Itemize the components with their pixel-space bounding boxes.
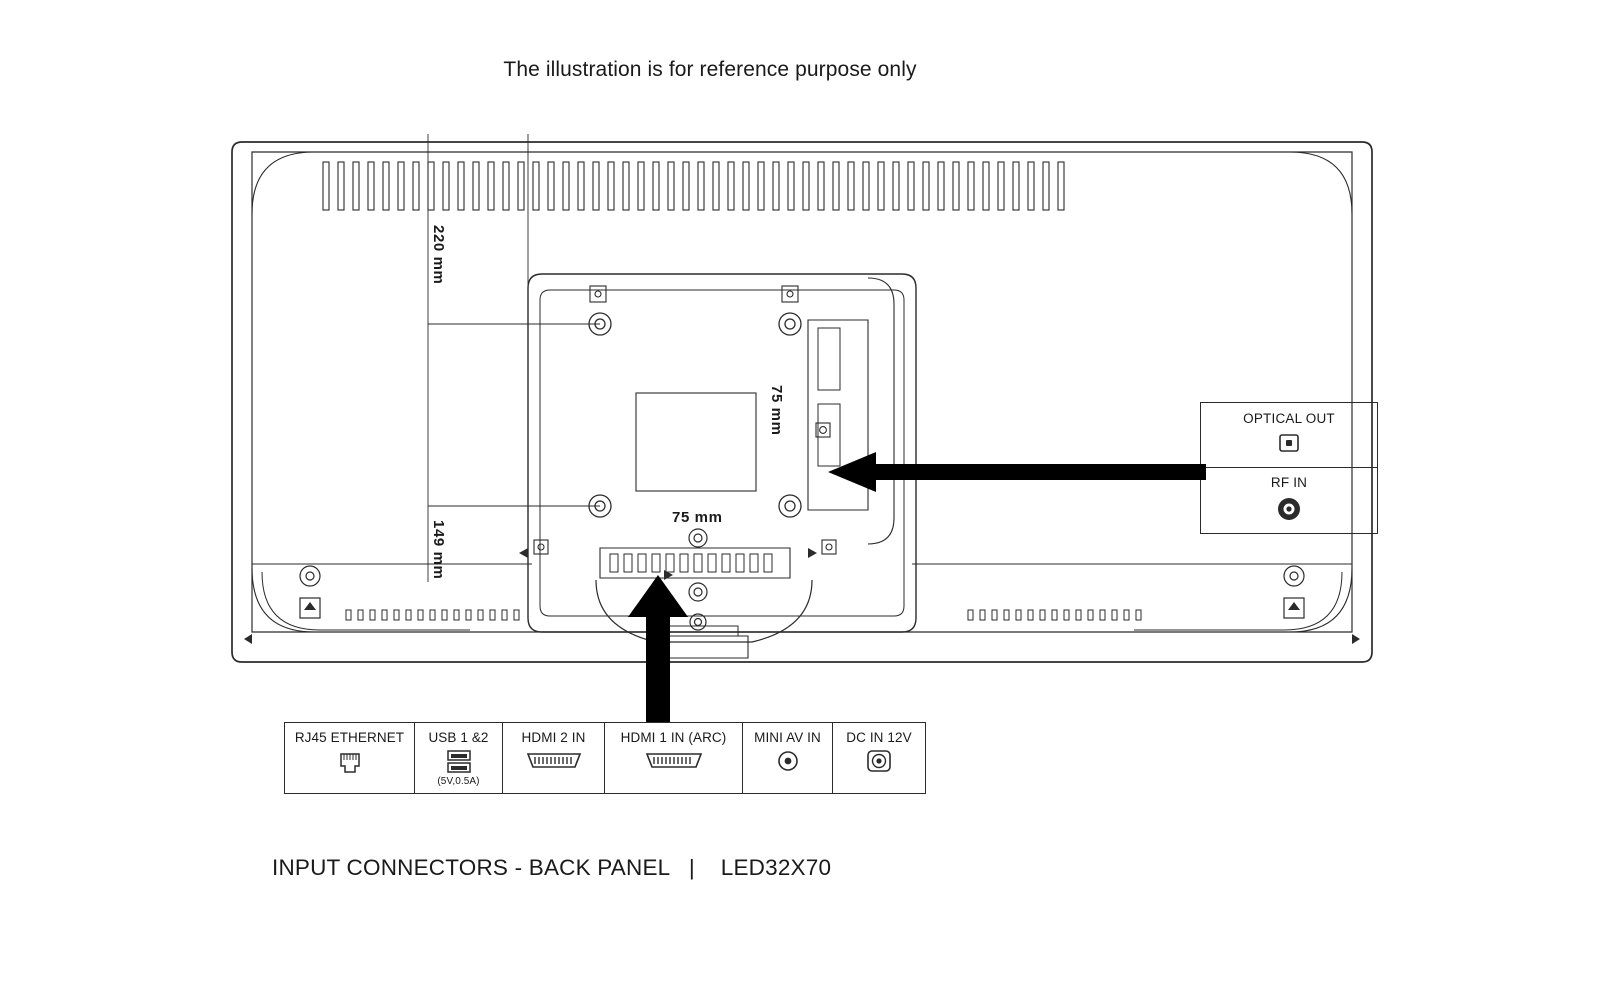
dimension-label-220mm: 220 mm [430, 225, 447, 285]
dimension-label-75mm-vertical: 75 mm [768, 385, 785, 436]
connector-label-hdmi1-arc: HDMI 1 IN (ARC) [620, 730, 727, 745]
dimension-label-149mm: 149 mm [430, 520, 447, 580]
arrow-to-side-panel [828, 452, 1206, 492]
dimension-label-75mm-horizontal: 75 mm [672, 509, 723, 526]
rf-in-cell [1201, 467, 1377, 535]
connector-cell-rj45-ethernet [285, 723, 415, 793]
connector-label-usb: USB 1 &2 [428, 730, 489, 745]
connector-table [284, 722, 926, 794]
optical-square-jack-icon [1276, 431, 1302, 455]
dc-power-jack-icon [865, 749, 893, 775]
connector-label-dc-in: DC IN 12V [846, 730, 912, 745]
connector-label-mini-av: MINI AV IN [754, 730, 821, 745]
arrow-to-connector-table [628, 575, 688, 735]
diagram-caption: INPUT CONNECTORS - BACK PANEL | LED32X70 [272, 855, 832, 880]
rj45-ethernet-icon [333, 749, 367, 777]
connector-cell-usb [415, 723, 503, 793]
coaxial-round-jack-icon [1275, 495, 1303, 523]
optical-out-cell [1201, 403, 1377, 467]
optical-out-label: OPTICAL OUT [1243, 411, 1335, 426]
hdmi-port-icon [523, 749, 585, 773]
connector-label-rj45-ethernet: RJ45 ETHERNET [294, 730, 405, 745]
rf-in-label: RF IN [1270, 475, 1308, 490]
usb-double-port-icon [441, 749, 477, 775]
connector-cell-hdmi1-arc [605, 723, 743, 793]
connector-label-hdmi2: HDMI 2 IN [521, 730, 586, 745]
mini-av-round-jack-icon [775, 749, 801, 775]
connector-sub-usb-power: (5V,0.5A) [437, 776, 480, 787]
hdmi-port-icon [641, 749, 707, 773]
connector-cell-dc-in [833, 723, 925, 793]
connector-cell-mini-av [743, 723, 833, 793]
reference-note: The illustration is for reference purpose only [503, 58, 917, 81]
side-connector-callout [1200, 402, 1378, 534]
connector-cell-hdmi2 [503, 723, 605, 793]
